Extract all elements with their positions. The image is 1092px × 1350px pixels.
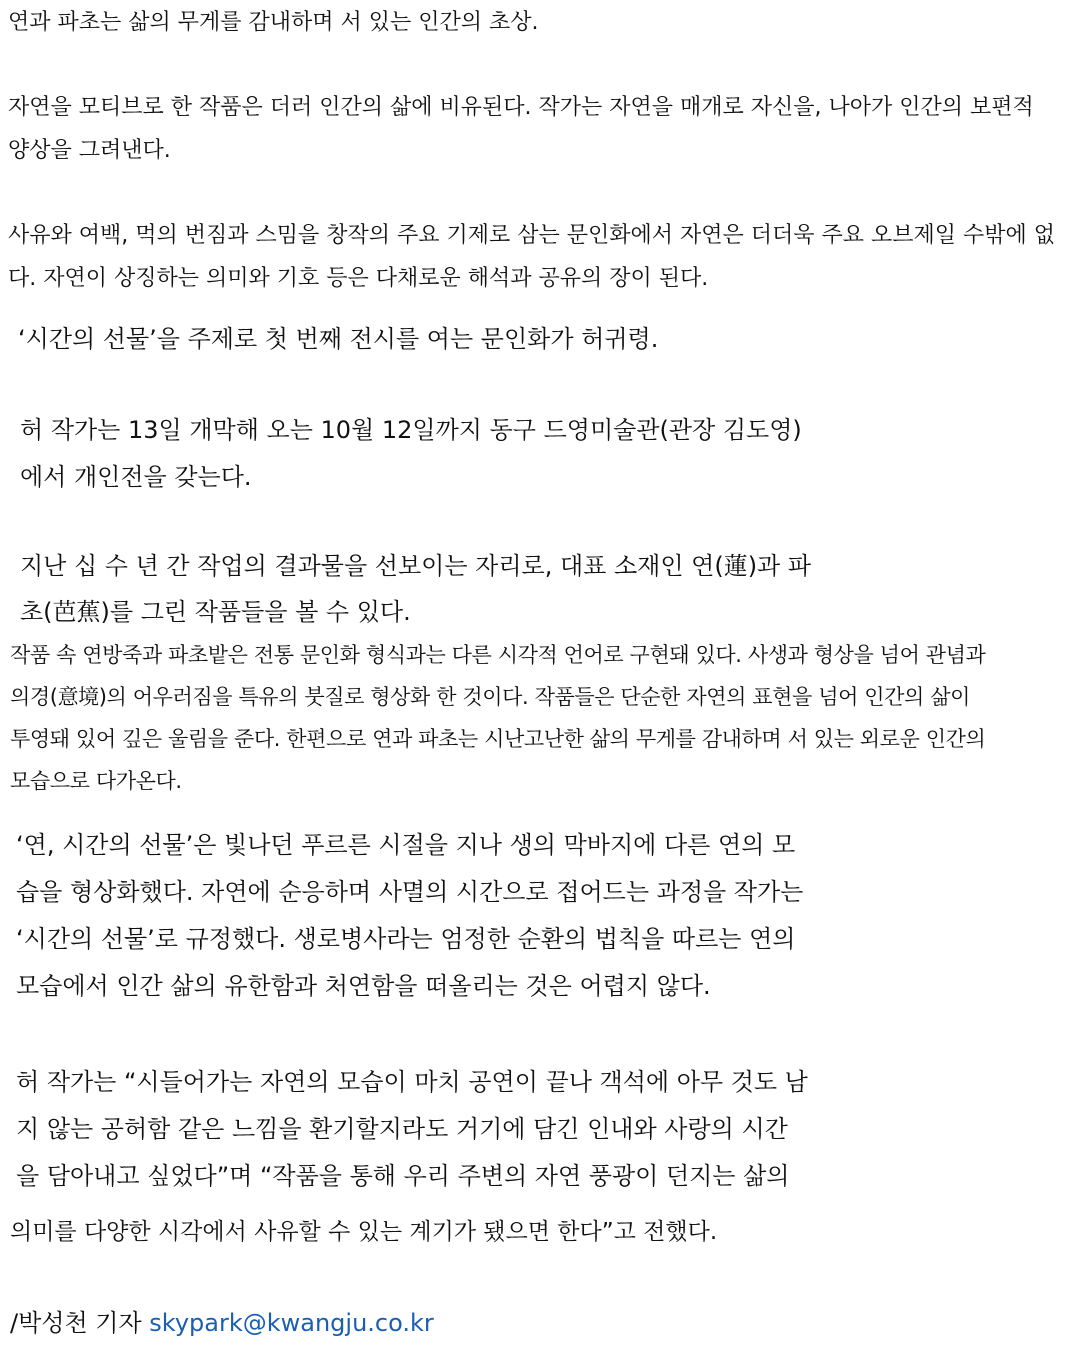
paragraph-3-line-1: 사유와 여백, 먹의 번짐과 스밈을 창작의 주요 기제로 삼는 문인화에서 자연은 더더욱 주요 오브제일 수밖에 없	[8, 223, 1055, 248]
byline-author: /박성천 기자	[10, 1309, 150, 1337]
paragraph-8-line-1: ‘연, 시간의 선물’은 빛나던 푸르른 시절을 지나 생의 막바지에 다른 연의 모	[16, 831, 796, 859]
paragraph-7-line-2: 의경(意境)의 어우러짐을 특유의 붓질로 형상화 한 것이다. 작품들은 단순한 자연의 표현을 넘어 인간의 삶이	[10, 685, 970, 709]
paragraph-6-line-1: 지난 십 수 년 간 작업의 결과물을 선보이는 자리로, 대표 소재인 연(蓮)과 파	[20, 552, 812, 580]
paragraph-6-line-2: 초(芭蕉)를 그린 작품들을 볼 수 있다.	[20, 598, 411, 626]
paragraph-8-line-4: 모습에서 인간 삶의 유한함과 처연함을 떠올리는 것은 어렵지 않다.	[16, 972, 711, 1000]
paragraph-8-line-2: 습을 형상화했다. 자연에 순응하며 사멸의 시간으로 접어드는 과정을 작가는	[16, 878, 804, 906]
paragraph-3-line-2: 다. 자연이 상징하는 의미와 기호 등은 다채로운 해석과 공유의 장이 된다.	[8, 266, 709, 291]
byline-email-link[interactable]: skypark@kwangju.co.kr	[149, 1309, 434, 1337]
paragraph-10: 의미를 다양한 시각에서 사유할 수 있는 계기가 됐으면 한다”고 전했다.	[10, 1219, 718, 1245]
byline	[10, 1303, 434, 1338]
paragraph-2-line-2: 양상을 그려낸다.	[8, 138, 171, 163]
paragraph-5-line-2: 에서 개인전을 갖는다.	[20, 463, 252, 491]
paragraph-5-line-1: 허 작가는 13일 개막해 오는 10월 12일까지 동구 드영미술관(관장 김도영)	[20, 416, 802, 444]
paragraph-7-line-4: 모습으로 다가온다.	[10, 769, 182, 793]
paragraph-7-line-3: 투영돼 있어 깊은 울림을 준다. 한편으로 연과 파초는 시난고난한 삶의 무게를 감내하며 서 있는 외로운 인간의	[10, 727, 986, 751]
paragraph-2-line-1: 자연을 모티브로 한 작품은 더러 인간의 삶에 비유된다. 작가는 자연을 매개로 자신을, 나아가 인간의 보편적	[8, 95, 1034, 120]
paragraph-4: ‘시간의 선물’을 주제로 첫 번째 전시를 여는 문인화가 허귀령.	[18, 325, 659, 353]
paragraph-1: 연과 파초는 삶의 무게를 감내하며 서 있는 인간의 초상.	[8, 10, 539, 35]
paragraph-7-line-1: 작품 속 연방죽과 파초밭은 전통 문인화 형식과는 다른 시각적 언어로 구현돼 있다. 사생과 형상을 넘어 관념과	[10, 643, 986, 667]
paragraph-9-line-3: 을 담아내고 싶었다”며 “작품을 통해 우리 주변의 자연 풍광이 던지는 삶의	[16, 1162, 790, 1190]
paragraph-9-line-1: 허 작가는 “시들어가는 자연의 모습이 마치 공연이 끝나 객석에 아무 것도 남	[16, 1068, 808, 1096]
paragraph-9-line-2: 지 않는 공허함 같은 느낌을 환기할지라도 거기에 담긴 인내와 사랑의 시간	[16, 1115, 788, 1143]
paragraph-8-line-3: ‘시간의 선물’로 규정했다. 생로병사라는 엄정한 순환의 법칙을 따르는 연의	[16, 925, 796, 953]
